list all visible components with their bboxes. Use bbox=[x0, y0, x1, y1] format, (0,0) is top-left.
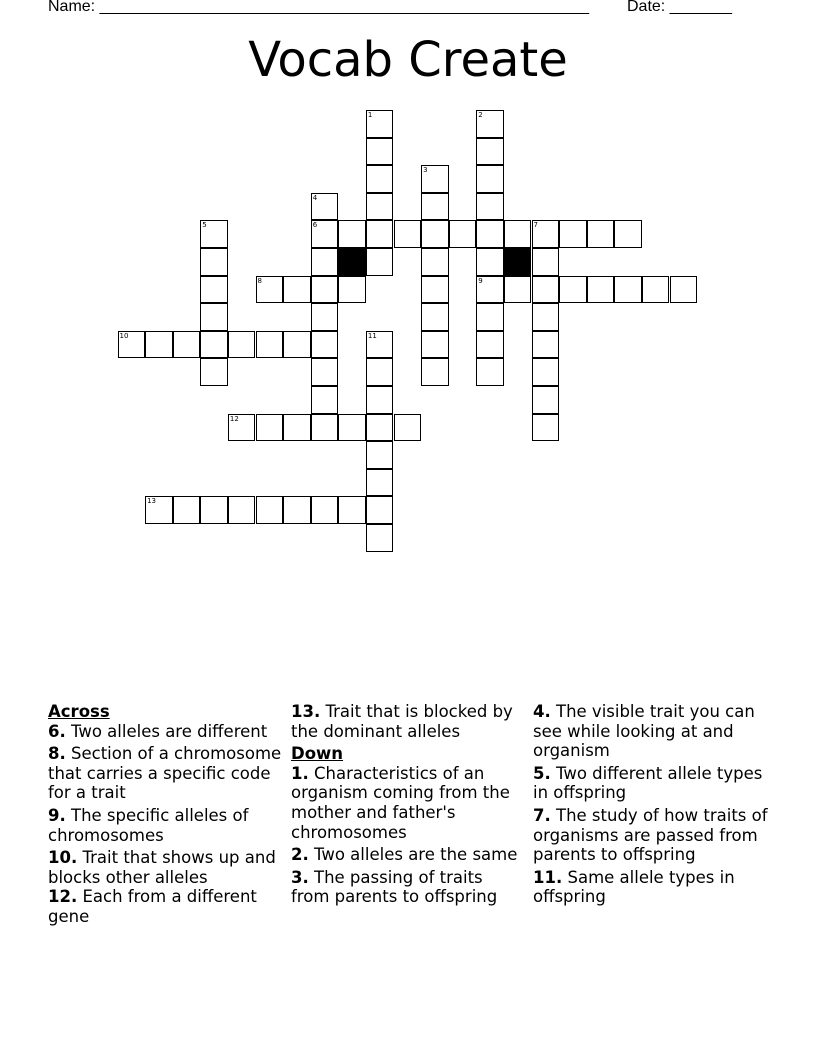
grid-cell[interactable] bbox=[421, 276, 449, 304]
grid-cell[interactable] bbox=[311, 331, 339, 359]
grid-cell[interactable] bbox=[476, 358, 504, 386]
grid-cell[interactable] bbox=[366, 220, 394, 248]
cell-number: 7 bbox=[533, 221, 538, 230]
grid-cell[interactable] bbox=[366, 441, 394, 469]
grid-cell[interactable] bbox=[504, 276, 532, 304]
grid-cell[interactable] bbox=[200, 331, 228, 359]
grid-cell[interactable] bbox=[421, 248, 449, 276]
grid-cell[interactable] bbox=[200, 303, 228, 331]
grid-cell[interactable] bbox=[614, 220, 642, 248]
grid-cell[interactable] bbox=[118, 331, 146, 359]
grid-cell[interactable] bbox=[283, 276, 311, 304]
grid-cell[interactable] bbox=[200, 220, 228, 248]
cell-number: 10 bbox=[119, 331, 129, 340]
grid-cell[interactable] bbox=[283, 496, 311, 524]
grid-cell[interactable] bbox=[476, 138, 504, 166]
grid-cell[interactable] bbox=[504, 220, 532, 248]
clue-across-13: 13. Trait that is blocked by the dominant alleles bbox=[291, 702, 513, 741]
grid-cell[interactable] bbox=[366, 469, 394, 497]
grid-cell[interactable] bbox=[173, 331, 201, 359]
grid-cell[interactable] bbox=[366, 165, 394, 193]
grid-cell[interactable] bbox=[338, 220, 366, 248]
grid-cell[interactable] bbox=[449, 220, 477, 248]
down-heading: Down bbox=[291, 744, 344, 764]
grid-cell[interactable] bbox=[366, 110, 394, 138]
clue-across-10: 10. Trait that shows up and blocks other alleles bbox=[48, 848, 276, 887]
grid-cell[interactable] bbox=[338, 496, 366, 524]
grid-cell[interactable] bbox=[311, 193, 339, 221]
cell-number: 5 bbox=[202, 221, 207, 230]
clue-across-8: 8. Section of a chromosome that carries a specific code for a trait bbox=[48, 744, 282, 803]
clue-down-7: 7. The study of how traits of organisms are passed from parents to offspring bbox=[533, 805, 768, 865]
clue-across-9: 9. The specific alleles of chromosomes bbox=[48, 805, 249, 845]
clue-across-12: 12. Each from a different gene bbox=[48, 887, 257, 926]
grid-cell[interactable] bbox=[311, 386, 339, 414]
grid-cell[interactable] bbox=[476, 193, 504, 221]
clue-across-6: 6. Two alleles are different bbox=[48, 721, 268, 741]
cell-number: 12 bbox=[229, 414, 239, 423]
grid-cell[interactable] bbox=[476, 331, 504, 359]
grid-cell[interactable] bbox=[173, 496, 201, 524]
grid-cell[interactable] bbox=[145, 496, 173, 524]
grid-cell[interactable] bbox=[256, 414, 284, 442]
cell-number: 1 bbox=[367, 111, 373, 119]
clue-column-3 bbox=[533, 702, 768, 910]
grid-cell[interactable] bbox=[366, 193, 394, 221]
grid-cell[interactable] bbox=[642, 276, 670, 304]
date-field-label: Date: _______ bbox=[627, 0, 732, 15]
grid-cell[interactable] bbox=[532, 386, 560, 414]
grid-cell[interactable] bbox=[421, 331, 449, 359]
grid-cell[interactable] bbox=[476, 276, 504, 304]
grid-cell[interactable] bbox=[532, 414, 560, 442]
grid-cell[interactable] bbox=[311, 248, 339, 276]
page-title: Vocab Create bbox=[248, 32, 568, 88]
clue-down-5: 5. Two different allele types in offspring bbox=[533, 763, 763, 803]
across-heading: Across bbox=[48, 702, 110, 721]
clue-down-4: 4. The visible trait you can see while looking at and organism bbox=[533, 702, 755, 761]
grid-cell[interactable] bbox=[338, 276, 366, 304]
grid-cell[interactable] bbox=[421, 165, 449, 193]
grid-cell[interactable] bbox=[421, 193, 449, 221]
grid-cell[interactable] bbox=[614, 276, 642, 304]
grid-cell[interactable] bbox=[200, 496, 228, 524]
grid-cell[interactable] bbox=[256, 496, 284, 524]
cell-number: 9 bbox=[478, 276, 483, 285]
grid-cell[interactable] bbox=[394, 220, 422, 248]
cell-number: 8 bbox=[257, 276, 262, 285]
black-cell bbox=[504, 248, 532, 276]
grid-cell[interactable] bbox=[366, 414, 394, 442]
grid-cell[interactable] bbox=[587, 276, 615, 304]
grid-cell[interactable] bbox=[311, 220, 339, 248]
grid-cell[interactable] bbox=[532, 358, 560, 386]
grid-cell[interactable] bbox=[200, 276, 228, 304]
grid-cell[interactable] bbox=[311, 303, 339, 331]
grid-cell[interactable] bbox=[311, 496, 339, 524]
grid-cell[interactable] bbox=[366, 358, 394, 386]
clue-column-1 bbox=[48, 702, 283, 930]
grid-cell[interactable] bbox=[311, 358, 339, 386]
clue-down-2: 2. Two alleles are the same bbox=[291, 845, 518, 865]
grid-cell[interactable] bbox=[532, 331, 560, 359]
grid-cell[interactable] bbox=[366, 386, 394, 414]
grid-cell[interactable] bbox=[366, 496, 394, 524]
grid-cell[interactable] bbox=[394, 414, 422, 442]
grid-cell[interactable] bbox=[366, 248, 394, 276]
cell-number: 6 bbox=[312, 221, 318, 230]
grid-cell[interactable] bbox=[476, 110, 504, 138]
cell-number: 2 bbox=[478, 111, 483, 119]
grid-cell[interactable] bbox=[145, 331, 173, 359]
clue-down-3: 3. The passing of traits from parents to offspring bbox=[291, 867, 498, 907]
grid-cell[interactable] bbox=[228, 496, 256, 524]
name-field-label: Name: _______________________________________________________ bbox=[48, 0, 589, 15]
grid-cell[interactable] bbox=[421, 358, 449, 386]
grid-cell[interactable] bbox=[559, 276, 587, 304]
grid-cell[interactable] bbox=[200, 248, 228, 276]
grid-cell[interactable] bbox=[532, 220, 560, 248]
grid-cell[interactable] bbox=[311, 276, 339, 304]
clue-column-2 bbox=[291, 702, 526, 910]
grid-cell[interactable] bbox=[283, 331, 311, 359]
cell-number: 13 bbox=[147, 497, 157, 506]
grid-cell[interactable] bbox=[532, 276, 560, 304]
grid-cell[interactable] bbox=[338, 414, 366, 442]
grid-cell[interactable] bbox=[476, 248, 504, 276]
grid-cell[interactable] bbox=[366, 331, 394, 359]
grid-cell[interactable] bbox=[421, 220, 449, 248]
grid-cell[interactable] bbox=[532, 303, 560, 331]
clue-down-1: 1. Characteristics of an organism coming from the mother and father's chromosomes bbox=[291, 763, 510, 842]
grid-cell[interactable] bbox=[587, 220, 615, 248]
grid-cell[interactable] bbox=[228, 331, 256, 359]
grid-cell[interactable] bbox=[532, 248, 560, 276]
cell-number: 4 bbox=[312, 193, 318, 202]
cell-number: 3 bbox=[423, 166, 428, 175]
grid-cell[interactable] bbox=[476, 303, 504, 331]
grid-cell[interactable] bbox=[670, 276, 698, 304]
grid-cell[interactable] bbox=[228, 414, 256, 442]
grid-cell[interactable] bbox=[366, 138, 394, 166]
grid-cell[interactable] bbox=[256, 276, 284, 304]
grid-cell[interactable] bbox=[559, 220, 587, 248]
grid-cell[interactable] bbox=[366, 524, 394, 552]
clue-down-11: 11. Same allele types in offspring bbox=[533, 867, 735, 907]
cell-number: 11 bbox=[367, 331, 377, 340]
grid-cell[interactable] bbox=[476, 220, 504, 248]
grid-cell[interactable] bbox=[421, 303, 449, 331]
grid-cell[interactable] bbox=[476, 165, 504, 193]
grid-cell[interactable] bbox=[200, 358, 228, 386]
black-cell bbox=[338, 248, 366, 276]
grid-cell[interactable] bbox=[256, 331, 284, 359]
grid-cell[interactable] bbox=[283, 414, 311, 442]
grid-cell[interactable] bbox=[311, 414, 339, 442]
